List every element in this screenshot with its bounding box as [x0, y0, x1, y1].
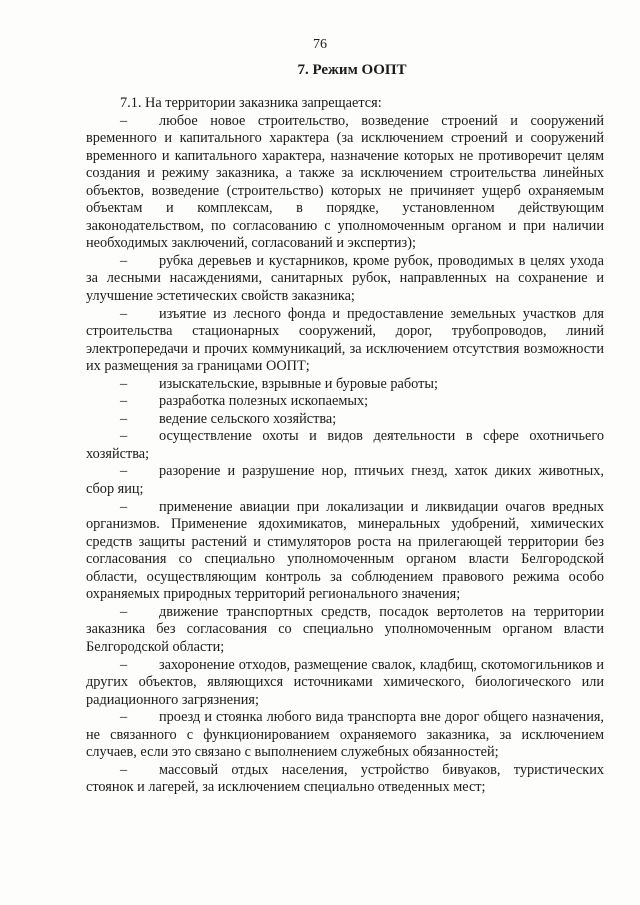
- list-dash: –: [120, 761, 128, 778]
- list-item: [86, 113, 604, 253]
- list-dash: –: [120, 305, 128, 322]
- list-dash: –: [120, 709, 128, 726]
- list-item-text: изъятие из лесного фонда и предоставление земельных участков для строительства стационарных сооружений, дорог, трубопроводов, линий электропередачи и прочих коммуникаций, за исключением отсутствия возможности их размещения за границами ООПТ;: [86, 305, 604, 375]
- list-item: [86, 604, 604, 657]
- intro-paragraph: 7.1. На территории заказника запрещается:: [120, 95, 382, 111]
- list-dash: –: [120, 498, 128, 515]
- list-item-text: движение транспортных средств, посадок вертолетов на территории заказника без согласования со специально уполномоченным органом власти Белгородской области;: [86, 603, 604, 655]
- list-item-text: рубка деревьев и кустарников, кроме рубок, проводимых в целях ухода за лесными насаждениями, санитарных рубок, направленных на сохранение и улучшение эстетических свойств заказника;: [86, 252, 604, 305]
- list-item-text: любое новое строительство, возведение строений и сооружений временного и капитального характера (за исключением строений и сооружений временного и капитального характера, назначение которых не противоречит целям создания и режиму заказника, а также за исключением строительства линейных объектов, возведение (строительство) которых не причиняет ущерб охраняемым объектам и комплексам, в порядке, установленном действующим законодательством, по согласованию с уполномоченным органом и при наличии необходимых заключений, согласований и экспертиз);: [86, 112, 604, 252]
- list-dash: –: [120, 252, 128, 269]
- list-item-text: массовый отдых населения, устройство бивуаков, туристических стоянок и лагерей, за исключением специально отведенных мест;: [86, 761, 604, 796]
- list-item: [86, 657, 604, 710]
- list-dash: –: [120, 112, 128, 129]
- list-dash: –: [120, 463, 128, 480]
- list-item: [86, 762, 604, 797]
- list-item: [86, 306, 604, 376]
- list-item: [86, 428, 604, 463]
- list-dash: –: [120, 656, 128, 673]
- list-item-text: осуществление охоты и видов деятельности в сфере охотничьего хозяйства;: [86, 428, 604, 462]
- list-item-text: захоронение отходов, размещение свалок, кладбищ, скотомогильников и других объектов, являющихся источниками химического, биологического или радиационного загрязнения;: [86, 656, 604, 708]
- list-item: [86, 411, 604, 429]
- list-item: [86, 463, 604, 498]
- list-item-text: изыскательские, взрывные и буровые работы;: [159, 375, 438, 392]
- list-item-text: проезд и стоянка любого вида транспорта вне дорог общего назначения, не связанного с функционированием охраняемого заказника, за исключением случаев, если это связано с выполнением служебных обязанностей;: [86, 709, 604, 761]
- list-dash: –: [120, 603, 128, 620]
- list-item-text: разорение и разрушение нор, птичьих гнезд, хаток диких животных, сбор яиц;: [86, 463, 604, 498]
- list-item-text: применение авиации при локализации и ликвидации очагов вредных организмов. Применение ядохимикатов, минеральных удобрений, химических средств защиты растений и стимуляторов роста на прилегающей территории без согласования со специально уполномоченным органом власти Белгородской области, осуществляющим контроль за соблюдением правового режима особо охраняемых природных территорий регионального значения;: [86, 498, 604, 603]
- list-dash: –: [120, 393, 128, 410]
- list-item: [86, 499, 604, 604]
- section-title: 7. Режим ООПТ: [297, 62, 407, 78]
- list-item: [86, 376, 604, 394]
- list-item: [86, 393, 604, 411]
- list-dash: –: [120, 410, 128, 427]
- list-item: [86, 253, 604, 306]
- page-number: 76: [313, 37, 327, 52]
- list-dash: –: [120, 375, 128, 392]
- list-item-text: ведение сельского хозяйства;: [159, 410, 337, 427]
- list-item: [86, 709, 604, 762]
- list-item-text: разработка полезных ископаемых;: [159, 393, 369, 410]
- prohibitions-list: [86, 113, 604, 797]
- document-body: [86, 95, 604, 797]
- list-dash: –: [120, 428, 128, 445]
